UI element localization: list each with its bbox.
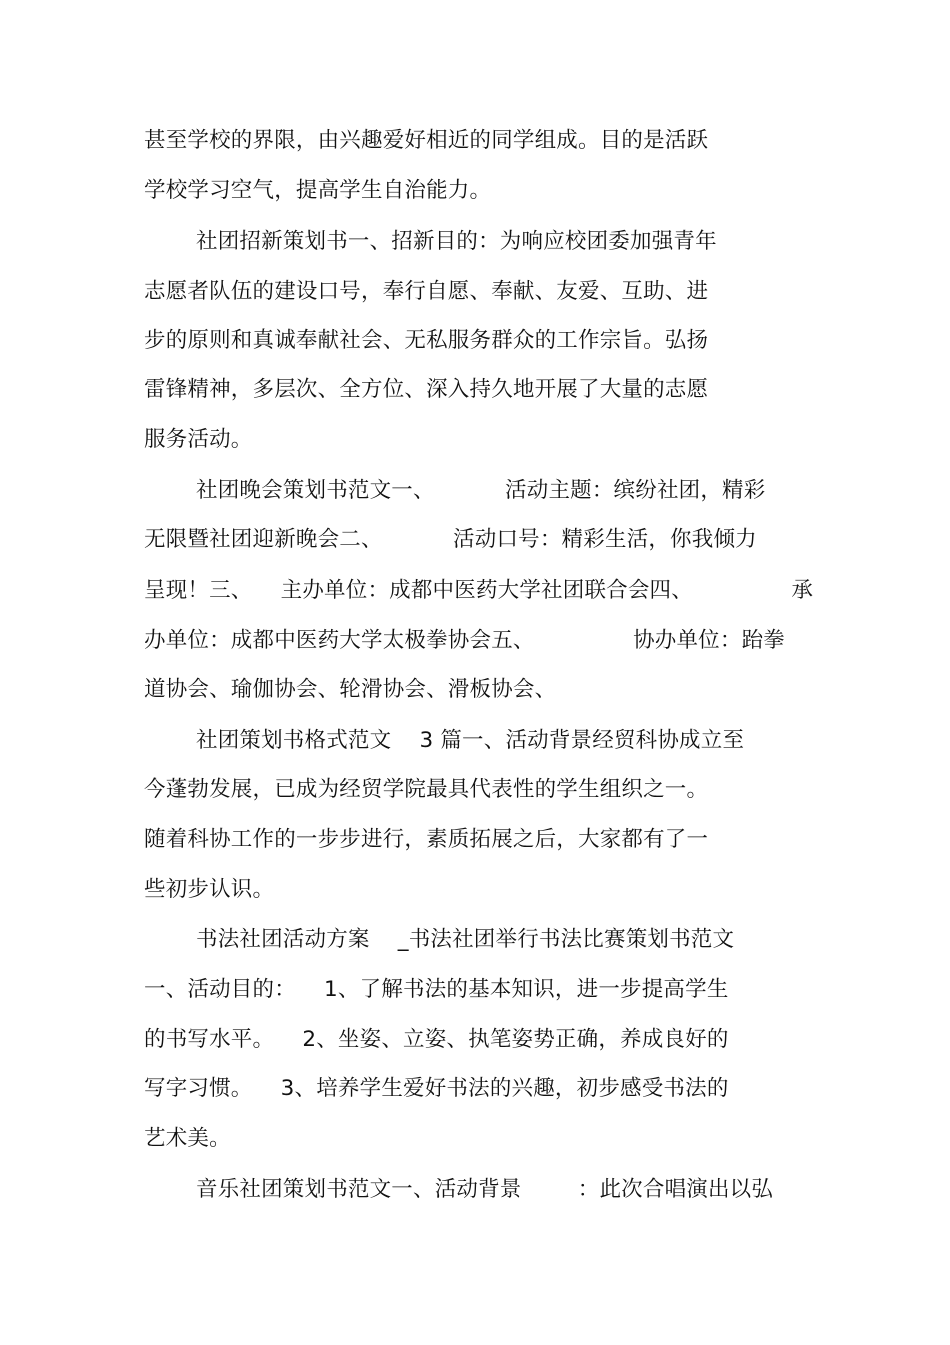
- paragraph-start: 音乐社团策划书范文一、活动背景 ：此次合唱演出以弘: [196, 1177, 774, 1202]
- text-line: 步的原则和真诚奉献社会、无私服务群众的工作宗旨。弘扬: [144, 328, 709, 353]
- text-line: 随着科协工作的一步步进行，素质拓展之后，大家都有了一: [144, 827, 709, 852]
- text-line: 今蓬勃发展，已成为经贸学院最具代表性的学生组织之一。: [144, 777, 709, 802]
- paragraph-start: 社团策划书格式范文 3 篇一、活动背景经贸科协成立至: [196, 728, 745, 753]
- paragraph-start: 社团招新策划书一、招新目的：为响应校团委加强青年: [196, 229, 717, 254]
- text-line: 无限暨社团迎新晚会二、 活动口号：精彩生活，你我倾力: [144, 527, 757, 552]
- text-line: 雷锋精神，多层次、全方位、深入持久地开展了大量的志愿: [144, 377, 709, 402]
- paragraph-start: 社团晚会策划书范文一、 活动主题：缤纷社团，精彩: [196, 478, 766, 503]
- text-line: 甚至学校的界限，由兴趣爱好相近的同学组成。目的是活跃: [144, 128, 709, 153]
- text-line: 学校学习空气，提高学生自治能力。: [144, 178, 492, 203]
- text-line: 写字习惯。 3、培养学生爱好书法的兴趣，初步感受书法的: [144, 1076, 729, 1101]
- text-line: 服务活动。: [144, 427, 253, 452]
- text-line: 些初步认识。: [144, 877, 275, 902]
- text-line: 志愿者队伍的建设口号，奉行自愿、奉献、友爱、互助、进: [144, 279, 709, 304]
- text-line: 道协会、瑜伽协会、轮滑协会、滑板协会、: [144, 677, 557, 702]
- text-line: 一、活动目的： 1、了解书法的基本知识，进一步提高学生: [144, 977, 729, 1002]
- text-line: 艺术美。: [144, 1126, 231, 1151]
- paragraph-start: 书法社团活动方案 _书法社团举行书法比赛策划书范文: [196, 927, 735, 952]
- text-line: 办单位：成都中医药大学太极拳协会五、 协办单位：跆拳: [144, 628, 785, 653]
- text-line: 的书写水平。 2、坐姿、立姿、执笔姿势正确，养成良好的: [144, 1027, 729, 1052]
- text-line: 呈现！三、 主办单位：成都中医药大学社团联合会四、 承: [144, 578, 814, 603]
